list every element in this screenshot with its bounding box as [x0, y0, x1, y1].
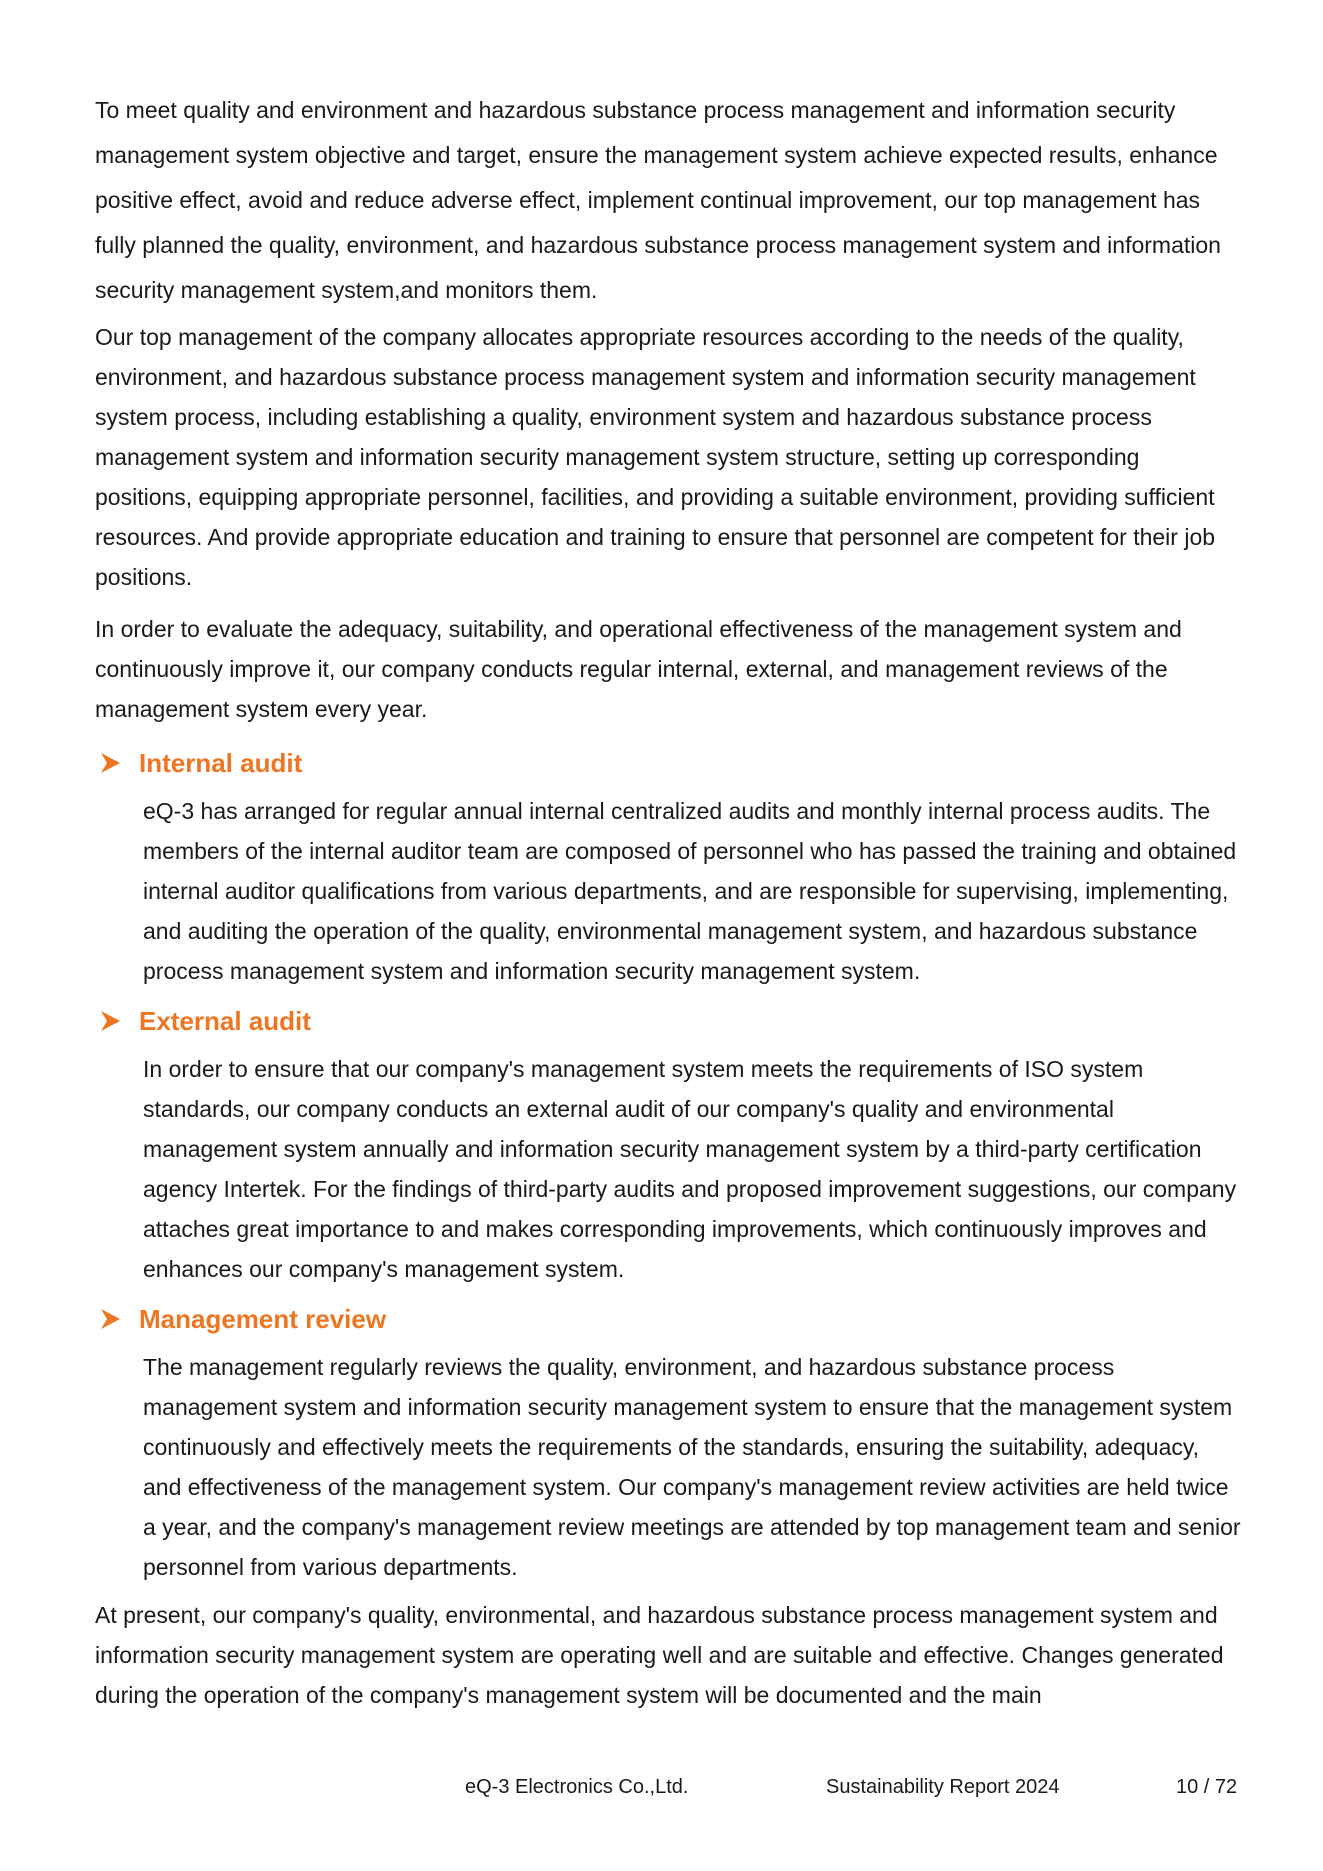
section-text: eQ-3 has arranged for regular annual internal centralized audits and monthly internal process audits. The members of the internal auditor team are composed of personnel who has passed the training and obtained internal auditor qualifications from various departments, and are responsible for supervising, implementing, and auditing the operation of the quality, environmental management system, and hazardous substance process management system and information security management system. — [143, 798, 1237, 984]
section-title: Management review — [139, 1303, 387, 1334]
closing-paragraph: At present, our company's quality, environmental, and hazardous substance process management system and information security management system are operating well and are suitable and effective. Changes generated during the operation of the company's management system will be documented and the main — [95, 1602, 1224, 1708]
arrow-bullet-icon — [95, 1308, 139, 1330]
section-title: Internal audit — [139, 747, 303, 778]
arrow-bullet-icon — [95, 752, 139, 774]
intro-paragraph-3: In order to evaluate the adequacy, suitability, and operational effectiveness of the management system and continuously improve it, our company conducts regular internal, external, and management reviews of the management system every year. — [95, 616, 1182, 722]
footer-company: eQ-3 Electronics Co.,Ltd. — [465, 1776, 689, 1798]
section-management-review — [95, 1297, 1245, 1587]
intro-paragraph-1: To meet quality and environment and hazardous substance process management and information security management system objective and target, ensure the management system achieve expected results, enhance positive effect, avoid and reduce adverse effect, implement continual improvement, our top management has fully planned the quality, environment, and hazardous substance process management system and information security management system,and monitors them. — [95, 97, 1221, 303]
intro-paragraph-2: Our top management of the company allocates appropriate resources according to the needs of the quality, environment, and hazardous substance process management system and information security management system process, including establishing a quality, environment system and hazardous substance process management system and information security management system structure, setting up corresponding positions, equipping appropriate personnel, facilities, and providing a suitable environment, providing sufficient resources. And provide appropriate education and training to ensure that personnel are competent for their job positions. — [95, 324, 1216, 590]
section-heading — [95, 999, 1245, 1043]
section-heading — [95, 741, 1245, 785]
section-text: The management regularly reviews the quality, environment, and hazardous substance process management system and information security management system to ensure that the management system continuously and effectively meets the requirements of the standards, ensuring the suitability, adequacy, and effectiveness of the management system. Our company's management review activities are held twice a year, and the company's management review meetings are attended by top management team and senior personnel from various departments. — [143, 1354, 1241, 1580]
section-internal-audit — [95, 741, 1245, 991]
footer-page-number: 10 / 72 — [1176, 1776, 1238, 1798]
arrow-bullet-icon — [95, 1010, 139, 1032]
page-footer — [0, 1776, 1323, 1806]
footer-report-title: Sustainability Report 2024 — [826, 1776, 1060, 1798]
section-heading — [95, 1297, 1245, 1341]
section-title: External audit — [139, 1005, 311, 1036]
section-text: In order to ensure that our company's management system meets the requirements of ISO system standards, our company conducts an external audit of our company's quality and environmental management system annually and information security management system by a third-party certification agency Intertek. For the findings of third-party audits and proposed improvement suggestions, our company attaches great importance to and makes corresponding improvements, which continuously improves and enhances our company's management system. — [143, 1056, 1237, 1282]
page-content — [95, 88, 1245, 1727]
section-external-audit — [95, 999, 1245, 1289]
